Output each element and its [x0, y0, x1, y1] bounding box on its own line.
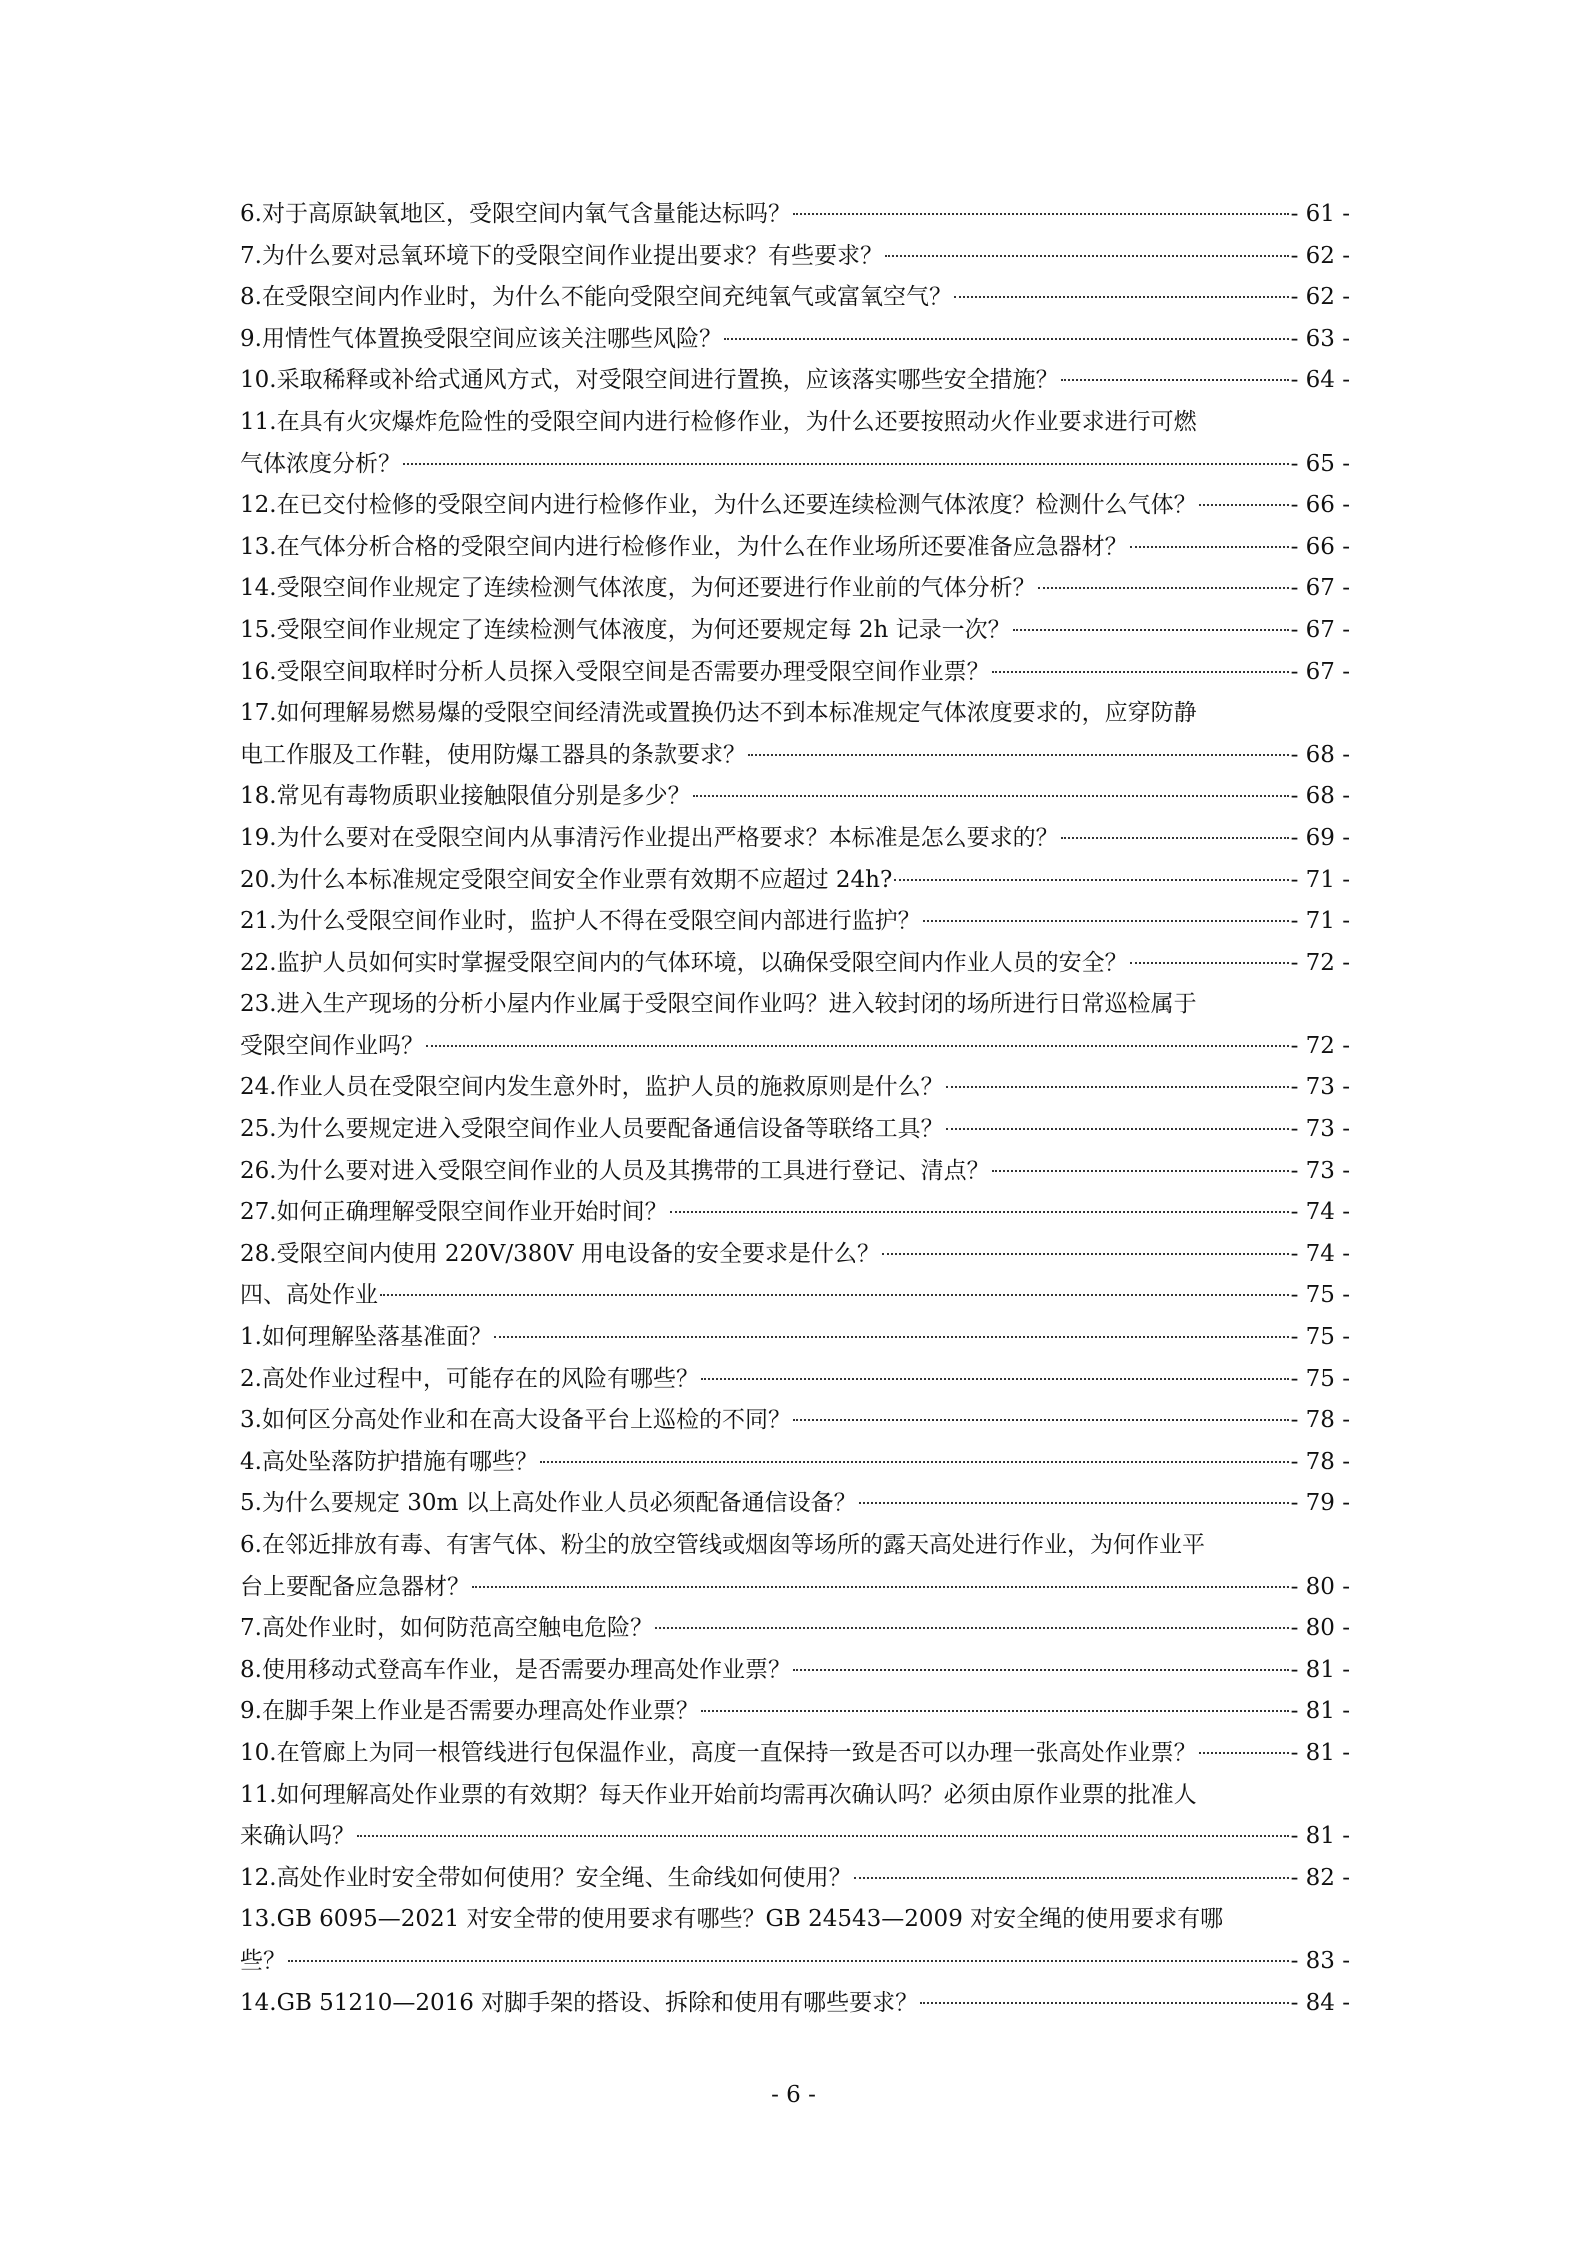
toc-entry[interactable] — [240, 1192, 1350, 1234]
toc-entry-page: - 71 - — [1290, 866, 1350, 893]
toc-entry-title: 13.GB 6095—2021 对安全带的使用要求有哪些？GB 24543—2009 对安全绳的使用要求有哪 — [240, 1906, 1224, 1933]
toc-entry-page: - 61 - — [1290, 201, 1350, 227]
toc-entry[interactable] — [240, 1941, 1350, 1983]
toc-dot-leader — [380, 1294, 1289, 1296]
toc-dot-leader — [1013, 629, 1289, 631]
toc-entry-title: 7.高处作业时，如何防范高空触电危险？ — [240, 1615, 653, 1642]
toc-entry-title: 14.GB 51210—2016 对脚手架的搭设、拆除和使用有哪些要求？ — [240, 1989, 919, 2016]
toc-entry[interactable] — [240, 527, 1350, 569]
toc-entry[interactable] — [240, 1567, 1350, 1609]
toc-entry[interactable] — [240, 1608, 1350, 1650]
toc-entry-title: 来确认吗？ — [240, 1823, 355, 1850]
toc-dot-leader — [288, 1960, 1289, 1962]
toc-dot-leader — [693, 795, 1289, 797]
toc-entry-title: 23.进入生产现场的分析小屋内作业属于受限空间作业吗？进入较封闭的场所进行日常巡检属于 — [240, 991, 1197, 1018]
toc-entry-page: - 75 - — [1290, 1282, 1350, 1309]
toc-entry-title: 14.受限空间作业规定了连续检测气体浓度，为何还要进行作业前的气体分析？ — [240, 575, 1036, 602]
toc-entry[interactable] — [240, 1400, 1350, 1442]
toc-entry[interactable] — [240, 860, 1350, 902]
toc-entry[interactable] — [240, 1733, 1350, 1775]
toc-entry-page: - 68 - — [1290, 741, 1350, 768]
toc-dot-leader — [724, 338, 1289, 340]
toc-entry-title: 26.为什么要对进入受限空间作业的人员及其携带的工具进行登记、清点？ — [240, 1157, 990, 1184]
toc-dot-leader — [920, 2002, 1288, 2004]
toc-entry[interactable] — [240, 610, 1350, 652]
toc-dot-leader — [854, 1877, 1289, 1879]
toc-entry-title: 16.受限空间取样时分析人员探入受限空间是否需要办理受限空间作业票？ — [240, 658, 990, 685]
toc-dot-leader — [946, 1086, 1289, 1088]
toc-entry[interactable] — [240, 277, 1350, 319]
toc-entry-page: - 81 - — [1290, 1656, 1350, 1683]
toc-entry[interactable] — [240, 1026, 1350, 1068]
toc-dot-leader — [1199, 504, 1289, 506]
toc-entry-page: - 73 - — [1290, 1157, 1350, 1184]
toc-entry-title: 27.如何正确理解受限空间作业开始时间？ — [240, 1199, 668, 1226]
toc-dot-leader — [403, 463, 1289, 465]
toc-entry[interactable] — [240, 1483, 1350, 1525]
toc-entry-title: 6.对于高原缺氧地区，受限空间内氧气含量能达标吗？ — [240, 201, 791, 227]
toc-entry-page: - 75 - — [1290, 1324, 1350, 1351]
toc-dot-leader — [1130, 546, 1289, 548]
toc-entry-title: 17.如何理解易燃易爆的受限空间经清洗或置换仍达不到本标准规定气体浓度要求的，应穿防静 — [240, 700, 1197, 727]
toc-entry-page: - 72 - — [1290, 949, 1350, 976]
toc-entry[interactable] — [240, 402, 1350, 444]
toc-entry-page: - 83 - — [1290, 1947, 1350, 1974]
toc-dot-leader — [1199, 1752, 1289, 1754]
toc-entry[interactable] — [240, 776, 1350, 818]
toc-entry-title: 受限空间作业吗？ — [240, 1032, 424, 1059]
toc-entry-title: 2.高处作业过程中，可能存在的风险有哪些？ — [240, 1365, 699, 1392]
toc-dot-leader — [670, 1211, 1289, 1213]
page-number: - 6 - — [771, 2082, 816, 2108]
table-of-contents — [240, 194, 1350, 2024]
toc-entry-page: - 74 - — [1290, 1199, 1350, 1226]
toc-entry-title: 11.如何理解高处作业票的有效期？每天作业开始前均需再次确认吗？必须由原作业票的批准人 — [240, 1781, 1197, 1808]
toc-entry-title: 3.如何区分高处作业和在高大设备平台上巡检的不同？ — [240, 1407, 791, 1434]
toc-entry-page: - 82 - — [1290, 1864, 1350, 1891]
toc-entry-title: 28.受限空间内使用 220V/380V 用电设备的安全要求是什么？ — [240, 1240, 880, 1267]
toc-dot-leader — [357, 1835, 1289, 1837]
toc-entry-title: 些？ — [240, 1947, 286, 1974]
toc-entry[interactable] — [240, 360, 1350, 402]
toc-entry[interactable] — [240, 984, 1350, 1026]
toc-entry-title: 10.采取稀释或补给式通风方式，对受限空间进行置换，应该落实哪些安全措施？ — [240, 367, 1059, 394]
toc-entry-title: 18.常见有毒物质职业接触限值分别是多少？ — [240, 783, 691, 810]
toc-entry[interactable] — [240, 1858, 1350, 1900]
toc-entry-title: 12.高处作业时安全带如何使用？安全绳、生命线如何使用？ — [240, 1864, 852, 1891]
toc-entry-title: 20.为什么本标准规定受限空间安全作业票有效期不应超过 24h? — [240, 866, 893, 893]
toc-entry-page: - 72 - — [1290, 1032, 1350, 1059]
toc-entry-title: 9.在脚手架上作业是否需要办理高处作业票？ — [240, 1698, 699, 1725]
toc-entry-page: - 79 - — [1290, 1490, 1350, 1517]
toc-entry-title: 1.如何理解坠落基准面？ — [240, 1324, 492, 1351]
toc-dot-leader — [748, 754, 1289, 756]
toc-dot-leader — [494, 1336, 1289, 1338]
toc-entry[interactable] — [240, 652, 1350, 694]
toc-entry-page: - 71 - — [1290, 908, 1350, 935]
toc-entry-title: 电工作服及工作鞋，使用防爆工器具的条款要求？ — [240, 741, 746, 768]
toc-dot-leader — [701, 1378, 1289, 1380]
toc-entry[interactable] — [240, 1525, 1350, 1567]
toc-entry-title: 12.在已交付检修的受限空间内进行检修作业，为什么还要连续检测气体浓度？检测什么气体？ — [240, 492, 1197, 519]
toc-entry[interactable] — [240, 236, 1350, 278]
toc-entry[interactable] — [240, 444, 1350, 486]
toc-entry[interactable] — [240, 1359, 1350, 1401]
toc-entry[interactable] — [240, 485, 1350, 527]
toc-entry-title: 25.为什么要规定进入受限空间作业人员要配备通信设备等联络工具？ — [240, 1116, 944, 1143]
toc-dot-leader — [954, 296, 1289, 298]
toc-entry[interactable] — [240, 1442, 1350, 1484]
toc-dot-leader — [655, 1627, 1289, 1629]
toc-entry-page: - 73 - — [1290, 1074, 1350, 1101]
toc-entry[interactable] — [240, 1275, 1350, 1317]
toc-entry[interactable] — [240, 1317, 1350, 1359]
toc-dot-leader — [540, 1461, 1289, 1463]
toc-entry-page: - 84 - — [1290, 1989, 1350, 2016]
toc-entry-page: - 73 - — [1290, 1116, 1350, 1143]
toc-entry-title: 8.使用移动式登高车作业，是否需要办理高处作业票？ — [240, 1656, 791, 1683]
toc-entry[interactable] — [240, 1691, 1350, 1733]
toc-dot-leader — [793, 1669, 1289, 1671]
toc-dot-leader — [946, 1128, 1289, 1130]
toc-entry-title: 5.为什么要规定 30m 以上高处作业人员必须配备通信设备？ — [240, 1490, 857, 1517]
toc-entry-title: 22.监护人员如何实时掌握受限空间内的气体环境，以确保受限空间内作业人员的安全？ — [240, 949, 1128, 976]
toc-entry[interactable] — [240, 1067, 1350, 1109]
toc-entry[interactable] — [240, 1650, 1350, 1692]
toc-dot-leader — [1061, 837, 1289, 839]
toc-entry[interactable] — [240, 1151, 1350, 1193]
toc-entry-page: - 68 - — [1290, 783, 1350, 810]
toc-dot-leader — [1061, 379, 1289, 381]
toc-entry-page: - 80 - — [1290, 1573, 1350, 1600]
toc-dot-leader — [472, 1586, 1289, 1588]
toc-entry-page: - 81 - — [1290, 1739, 1350, 1766]
toc-entry-title: 15.受限空间作业规定了连续检测气体液度，为何还要规定每 2h 记录一次？ — [240, 616, 1011, 643]
toc-dot-leader — [992, 671, 1289, 673]
toc-entry[interactable] — [240, 735, 1350, 777]
toc-dot-leader — [992, 1170, 1289, 1172]
toc-entry-title: 四、高处作业 — [240, 1282, 378, 1309]
toc-entry-title: 7.为什么要对忌氧环境下的受限空间作业提出要求？有些要求？ — [240, 242, 883, 269]
toc-entry[interactable] — [240, 693, 1350, 735]
toc-entry-title: 6.在邻近排放有毒、有害气体、粉尘的放空管线或烟囱等场所的露天高处进行作业，为何作业平 — [240, 1532, 1205, 1558]
toc-entry[interactable] — [240, 319, 1350, 361]
toc-entry-title: 11.在具有火灾爆炸危险性的受限空间内进行检修作业，为什么还要按照动火作业要求进行可燃 — [240, 408, 1197, 435]
toc-entry[interactable] — [240, 818, 1350, 860]
toc-entry[interactable] — [240, 1234, 1350, 1276]
toc-dot-leader — [859, 1502, 1289, 1504]
toc-dot-leader — [882, 1253, 1289, 1255]
toc-entry-page: - 78 - — [1290, 1448, 1350, 1475]
toc-entry-page: - 64 - — [1290, 367, 1350, 394]
toc-dot-leader — [701, 1710, 1289, 1712]
toc-entry-title: 4.高处坠落防护措施有哪些？ — [240, 1448, 538, 1475]
toc-entry[interactable] — [240, 568, 1350, 610]
toc-entry-title: 24.作业人员在受限空间内发生意外时，监护人员的施救原则是什么？ — [240, 1074, 944, 1101]
toc-dot-leader — [1038, 587, 1289, 589]
toc-entry-page: - 74 - — [1290, 1240, 1350, 1267]
toc-entry[interactable] — [240, 943, 1350, 985]
toc-entry[interactable] — [240, 1109, 1350, 1151]
toc-dot-leader — [426, 1045, 1289, 1047]
toc-entry[interactable] — [240, 1775, 1350, 1817]
toc-entry[interactable] — [240, 1899, 1350, 1941]
toc-entry[interactable] — [240, 1816, 1350, 1858]
toc-entry[interactable] — [240, 1983, 1350, 2025]
toc-entry-page: - 65 - — [1290, 450, 1350, 477]
toc-entry-title: 19.为什么要对在受限空间内从事清污作业提出严格要求？本标准是怎么要求的？ — [240, 824, 1059, 851]
toc-dot-leader — [793, 213, 1289, 215]
toc-entry-title: 气体浓度分析？ — [240, 450, 401, 477]
toc-entry[interactable] — [240, 194, 1350, 236]
toc-dot-leader — [885, 255, 1289, 257]
toc-entry-title: 21.为什么受限空间作业时，监护人不得在受限空间内部进行监护？ — [240, 908, 921, 935]
toc-entry-page: - 67 - — [1290, 575, 1350, 602]
toc-entry-title: 13.在气体分析合格的受限空间内进行检修作业，为什么在作业场所还要准备应急器材？ — [240, 533, 1128, 560]
toc-dot-leader — [1130, 962, 1289, 964]
toc-entry-page: - 62 - — [1290, 284, 1350, 311]
toc-dot-leader — [894, 879, 1288, 881]
toc-entry-page: - 80 - — [1290, 1615, 1350, 1642]
toc-entry-page: - 75 - — [1290, 1365, 1350, 1392]
toc-entry-page: - 63 - — [1290, 325, 1350, 352]
toc-entry-page: - 81 - — [1290, 1698, 1350, 1725]
toc-entry-title: 10.在管廊上为同一根管线进行包保温作业，高度一直保持一致是否可以办理一张高处作业票？ — [240, 1739, 1197, 1766]
toc-entry-page: - 67 - — [1290, 658, 1350, 685]
toc-entry-page: - 81 - — [1290, 1823, 1350, 1850]
toc-entry-title: 台上要配备应急器材？ — [240, 1573, 470, 1600]
toc-dot-leader — [923, 920, 1289, 922]
toc-entry-page: - 67 - — [1290, 616, 1350, 643]
toc-entry-title: 8.在受限空间内作业时，为什么不能向受限空间充纯氧气或富氧空气？ — [240, 284, 952, 311]
toc-entry-page: - 66 - — [1290, 533, 1350, 560]
toc-entry-page: - 66 - — [1290, 492, 1350, 519]
toc-entry-page: - 78 - — [1290, 1407, 1350, 1434]
toc-entry-page: - 62 - — [1290, 242, 1350, 269]
toc-entry-title: 9.用情性气体置换受限空间应该关注哪些风险？ — [240, 325, 722, 352]
toc-entry[interactable] — [240, 901, 1350, 943]
toc-dot-leader — [793, 1419, 1289, 1421]
toc-entry-page: - 69 - — [1290, 824, 1350, 851]
